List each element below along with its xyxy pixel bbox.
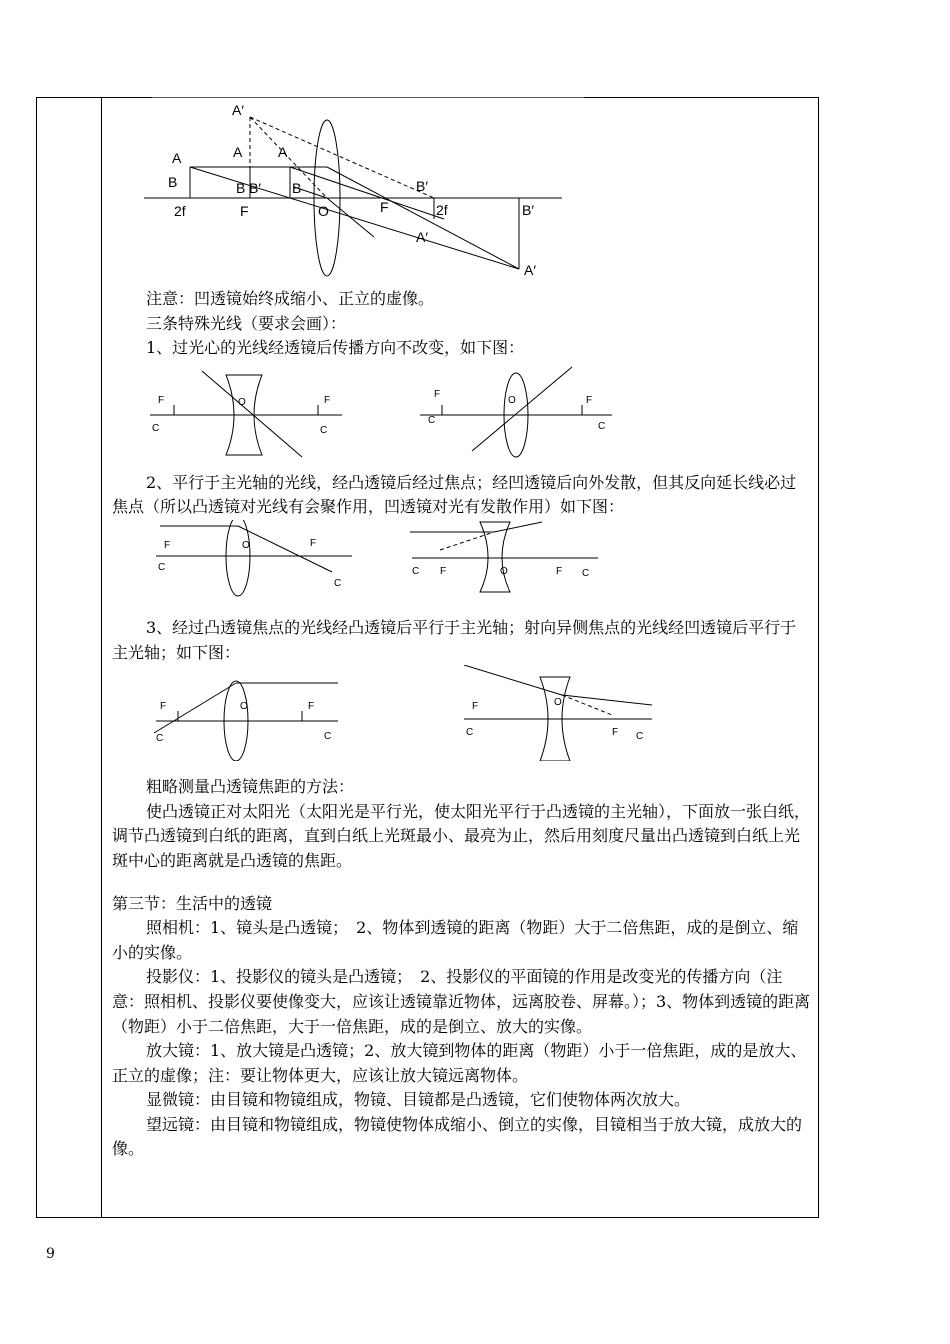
ray1-text: 1、过光心的光线经透镜后传播方向不改变，如下图：: [146, 338, 525, 358]
label-f: F: [434, 388, 441, 400]
label-b-prime-right2: B′: [522, 202, 534, 218]
three-rays-heading: 三条特殊光线（要求会画）：: [146, 313, 347, 333]
label-a-prime-top: A′: [232, 102, 244, 118]
label-c: C: [466, 727, 474, 739]
focal-rays-diagram: [142, 665, 682, 761]
label-f-left: F: [240, 203, 249, 219]
label-2f-right: 2f: [436, 202, 448, 218]
projector-text: 投影仪：1、投影仪的镜头是凸透镜； 2、投影仪的平面镜的作用是改变光的传播方向（注意：照相机、投影仪要使像变大，应该让透镜靠近物体，远离胶卷、屏幕。）；3、物体到透镜的距离（物距）小于二倍焦距，大于一倍焦距，成的是倒立、放大的实像。: [112, 967, 811, 1036]
label-f: F: [160, 701, 167, 713]
label-f: F: [472, 701, 479, 713]
label-b-left: B: [168, 174, 178, 190]
label-o: O: [240, 701, 248, 713]
label-f: F: [324, 394, 331, 406]
label-a-prime-bottom: A′: [524, 262, 536, 278]
label-a-right: A: [278, 144, 288, 160]
label-c: C: [334, 577, 342, 589]
content-cell: [112, 97, 812, 1162]
optical-center-rays-diagram: [142, 361, 662, 471]
note-text: 注意：凹透镜始终成缩小、正立的虚像。: [146, 289, 435, 308]
measure-title: 粗略测量凸透镜焦距的方法：: [146, 777, 355, 797]
label-b-mid: B: [236, 180, 246, 196]
telescope-text: 望远镜：由目镜和物镜组成，物镜使物体成缩小、倒立的实像，目镜相当于放大镜，成放大的像。: [112, 1114, 803, 1159]
label-o: O: [242, 539, 250, 551]
camera-text: 照相机：1、镜头是凸透镜； 2、物体到透镜的距离（物距）大于二倍焦距，成的是倒立、缩小的实像。: [112, 918, 799, 962]
label-f: F: [612, 727, 619, 739]
measure-body: 使凸透镜正对太阳光（太阳光是平行光，使太阳光平行于凸透镜的主光轴），下面放一张白纸，调节凸透镜到白纸的距离，直到白纸上光斑最小、最亮为止，然后用刻度尺量出凸透镜到白纸上光斑中心的距离就是凸透镜的焦距。: [112, 801, 811, 870]
label-f: F: [164, 539, 171, 551]
ray3-text: 3、经过凸透镜焦点的光线经凸透镜后平行于主光轴；射向异侧焦点的光线经凹透镜后平行于主光轴；如下图：: [112, 617, 797, 662]
column-divider: [101, 97, 102, 1218]
label-f: F: [158, 394, 165, 406]
label-a-prime-mid: A′: [416, 229, 428, 245]
label-c: C: [428, 414, 436, 426]
label-o: O: [500, 565, 508, 577]
label-b-right: B: [292, 180, 302, 196]
label-b-prime-mid: B′: [249, 180, 261, 196]
label-c: C: [582, 567, 590, 579]
label-c: C: [152, 422, 160, 434]
label-c: C: [158, 561, 166, 573]
label-c: C: [412, 565, 420, 577]
label-o: O: [554, 697, 562, 709]
convex-lens-imaging-diagram: [144, 97, 604, 287]
label-c: C: [636, 731, 644, 743]
microscope-text: 显微镜：由目镜和物镜组成，物镜、目镜都是凸透镜，它们使物体两次放大。: [146, 1090, 691, 1110]
label-f: F: [310, 537, 317, 549]
label-f: F: [556, 565, 563, 577]
ray2-text: 2、平行于主光轴的光线，经凸透镜后经过焦点；经凹透镜后向外发散，但其反向延长线必过焦点（所以凸透镜对光线有会聚作用，凹透镜对光有发散作用）如下图：: [112, 472, 797, 517]
label-a-mid: A: [233, 144, 243, 160]
label-f: F: [586, 394, 593, 406]
parallel-rays-diagram: [142, 520, 662, 616]
label-a-left: A: [172, 150, 182, 166]
label-f: F: [308, 701, 315, 713]
magnifier-text: 放大镜：1、放大镜是凸透镜；2、放大镜到物体的距离（物距）小于一倍焦距，成的是放大、正立的虚像；注：要让物体更大，应该让放大镜远离物体。: [112, 1041, 807, 1085]
label-o: O: [318, 203, 329, 219]
label-f-right: F: [380, 199, 389, 215]
page-number: 9: [46, 1246, 55, 1262]
section3-heading: 第三节：生活中的透镜: [112, 893, 273, 913]
label-c: C: [598, 420, 606, 432]
label-c: C: [156, 733, 164, 745]
label-b-prime-right1: B′: [416, 178, 428, 194]
label-2f-left: 2f: [174, 203, 186, 219]
label-c: C: [320, 424, 328, 436]
label-o: O: [508, 394, 516, 406]
label-f: F: [440, 565, 447, 577]
label-o: O: [238, 396, 246, 408]
label-c: C: [324, 731, 332, 743]
